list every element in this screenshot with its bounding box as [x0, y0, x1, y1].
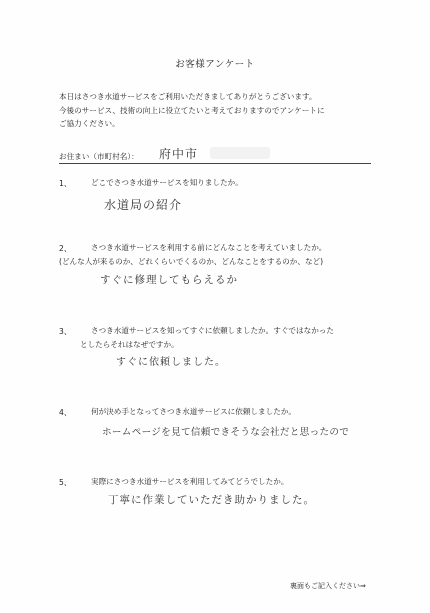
- address-redacted: [210, 147, 270, 159]
- question-2-text: さつき水道サービスを利用する前にどんなことを考えていましたか。: [91, 243, 327, 252]
- intro-text: [59, 90, 389, 131]
- question-1-answer: 水道局の紹介: [104, 198, 183, 212]
- address-handwritten: 府中市: [159, 147, 199, 161]
- question-1-text: どこでさつき水道サービスを知りましたか。: [91, 178, 243, 187]
- question-4-number: 4、: [59, 408, 72, 417]
- question-3-answer: すぐに依頼しました。: [116, 357, 226, 368]
- question-5-text: 実際にさつき水道サービスを利用してみてどうでしたか。: [91, 477, 289, 486]
- question-2-answer: すぐに修理してもらえるか: [100, 274, 238, 286]
- question-4-answer: ホームページを見て信頼できそうな会社だと思ったので: [102, 427, 350, 438]
- question-2-number: 2、: [59, 244, 72, 253]
- question-2-subtext: (どんな人が来るのか、どれくらいでくるのか、どんなことをするのか、など): [59, 257, 324, 266]
- question-3-text-2: としたらそれはなぜですか。: [80, 340, 179, 349]
- footer-note: 裏面もご記入ください⇒: [290, 582, 366, 590]
- page-title: お客様アンケート: [175, 59, 255, 70]
- question-3-number: 3、: [59, 327, 72, 336]
- intro-line-2: 今後のサービス、技術の向上に役立てたいと考えておりますのでアンケートに: [59, 105, 325, 115]
- question-5-answer: 丁寧に作業していただき助かりました。: [108, 494, 315, 506]
- question-1-number: 1、: [59, 179, 72, 188]
- question-4-text: 何が決め手となってさつき水道サービスに依頼しましたか。: [91, 407, 297, 416]
- question-3-text: さつき水道サービスを知ってすぐに依頼しましたか。すぐではなかった: [91, 326, 334, 335]
- address-underline: [59, 163, 371, 164]
- question-5-number: 5、: [59, 478, 72, 487]
- address-label: お住まい（市町村名）：: [59, 152, 139, 161]
- intro-line-3: ご協力ください。: [59, 119, 120, 128]
- intro-line-1: 本日はさつき水道サービスをご利用いただきましてありがとうございます。: [59, 92, 317, 101]
